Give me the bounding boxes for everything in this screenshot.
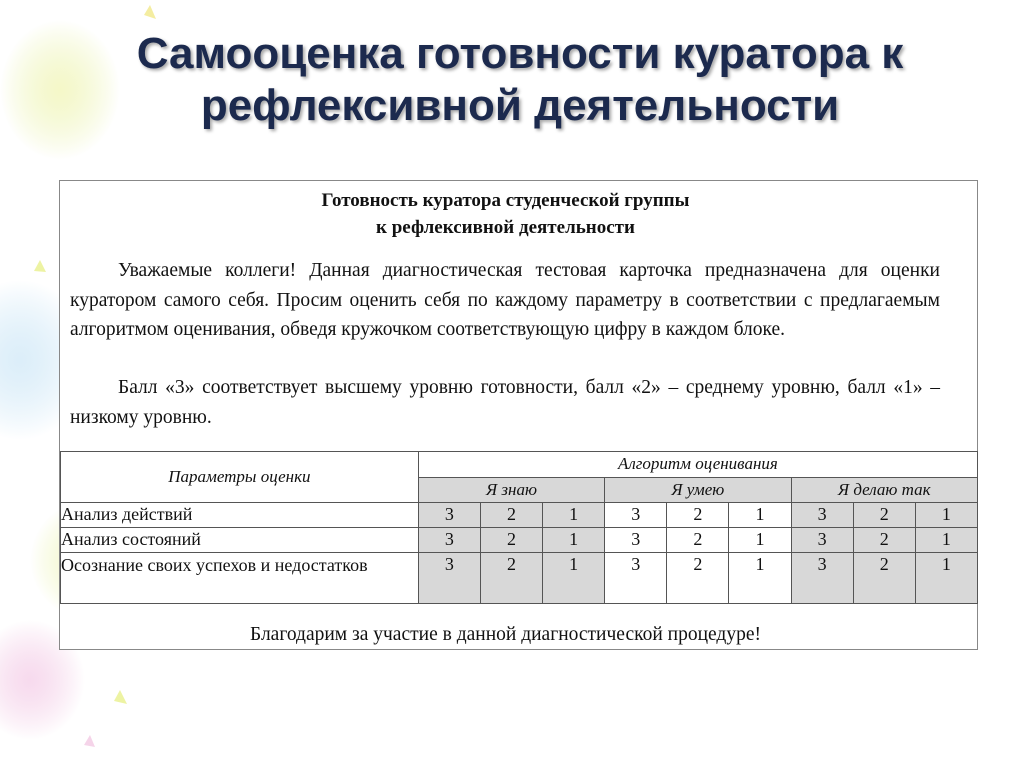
- slide-title-line1: Самооценка готовности куратора к: [136, 29, 904, 78]
- score-cell[interactable]: 3: [791, 528, 853, 553]
- score-cell[interactable]: 3: [791, 553, 853, 604]
- scoring-paragraph: Балл «3» соответствует высшему уровню готовности, балл «2» – среднему уровню, балл «1» – низкому уровню.: [70, 377, 940, 428]
- table-row: [61, 553, 978, 604]
- table-row: [61, 503, 978, 528]
- diagnostic-card: [59, 180, 978, 650]
- score-cell[interactable]: 3: [791, 503, 853, 528]
- score-cell[interactable]: 3: [605, 503, 667, 528]
- score-cell[interactable]: 3: [418, 503, 480, 528]
- thanks-note: Благодарим за участие в данной диагностической процедуре!: [250, 624, 761, 645]
- slide-title-line2: рефлексивной деятельности: [200, 81, 840, 130]
- score-cell[interactable]: 1: [915, 503, 977, 528]
- param-label: Анализ состояний: [61, 528, 419, 553]
- group-header-can: Я умею: [605, 477, 791, 503]
- score-cell[interactable]: 1: [543, 553, 605, 604]
- card-heading: [60, 187, 951, 241]
- score-cell[interactable]: 1: [729, 503, 791, 528]
- score-cell[interactable]: 3: [418, 553, 480, 604]
- score-cell[interactable]: 2: [853, 528, 915, 553]
- score-cell[interactable]: 2: [667, 528, 729, 553]
- algorithm-header: Алгоритм оценивания: [418, 452, 977, 478]
- group-header-do: Я делаю так: [791, 477, 977, 503]
- score-cell[interactable]: 2: [480, 503, 542, 528]
- params-header: Параметры оценки: [61, 452, 419, 503]
- slide-title: [40, 28, 1000, 132]
- score-cell[interactable]: 2: [853, 553, 915, 604]
- score-cell[interactable]: 1: [915, 553, 977, 604]
- score-cell[interactable]: 2: [480, 528, 542, 553]
- score-cell[interactable]: 1: [543, 503, 605, 528]
- intro-paragraph: Уважаемые коллеги! Данная диагностическая тестовая карточка предназначена для оценки куратором самого себя. Просим оценить себя по каждому параметру в соответствии с предлагаемым алгоритмом оценивания, обведя кружочком соответствующую цифру в каждом блоке.: [70, 260, 940, 340]
- score-cell[interactable]: 2: [667, 503, 729, 528]
- group-header-know: Я знаю: [418, 477, 604, 503]
- card-heading-line2: к рефлексивной деятельности: [376, 217, 635, 238]
- score-cell[interactable]: 3: [605, 553, 667, 604]
- table-row: [61, 528, 978, 553]
- score-cell[interactable]: 1: [915, 528, 977, 553]
- param-label: Осознание своих успехов и недостатков: [61, 553, 419, 604]
- score-cell[interactable]: 1: [729, 528, 791, 553]
- card-heading-line1: Готовность куратора студенческой группы: [321, 190, 690, 211]
- score-cell[interactable]: 2: [480, 553, 542, 604]
- score-cell[interactable]: 2: [853, 503, 915, 528]
- score-cell[interactable]: 1: [729, 553, 791, 604]
- score-cell[interactable]: 3: [605, 528, 667, 553]
- param-label: Анализ действий: [61, 503, 419, 528]
- score-cell[interactable]: 1: [543, 528, 605, 553]
- score-cell[interactable]: 3: [418, 528, 480, 553]
- assessment-table: [60, 451, 978, 604]
- score-cell[interactable]: 2: [667, 553, 729, 604]
